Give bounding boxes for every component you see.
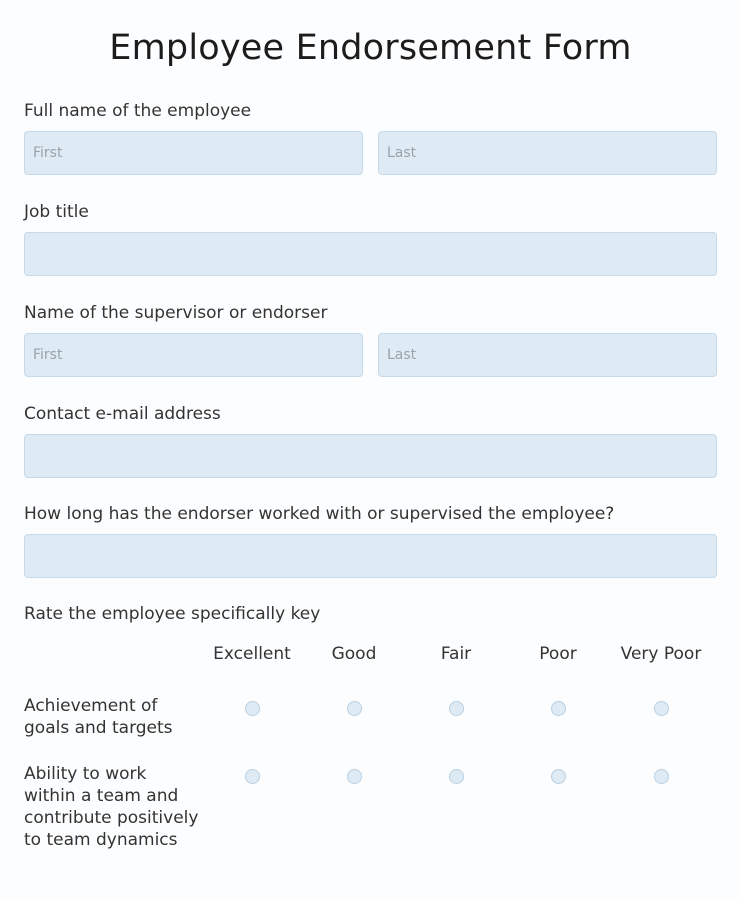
job-title-label: Job title: [24, 202, 89, 222]
radio-goals-good[interactable]: [347, 701, 362, 716]
radio-team-very-poor[interactable]: [654, 769, 669, 784]
column-poor: Poor: [539, 644, 577, 664]
radio-goals-poor[interactable]: [551, 701, 566, 716]
rating-row-label: Ability to work within a team and contribute positively to team dynamics: [24, 764, 199, 850]
contact-email-label: Contact e-mail address: [24, 404, 221, 424]
radio-goals-very-poor[interactable]: [654, 701, 669, 716]
employee-first-name-input[interactable]: [24, 131, 363, 175]
contact-email-input[interactable]: [24, 434, 717, 478]
radio-goals-excellent[interactable]: [245, 701, 260, 716]
duration-field: [24, 503, 717, 578]
employee-last-name-input[interactable]: [378, 131, 717, 175]
supervisor-last-name-input[interactable]: [378, 333, 717, 377]
form-title: Employee Endorsement Form: [109, 28, 632, 68]
column-fair: Fair: [440, 644, 472, 664]
employee-name-field: [24, 100, 717, 175]
employee-name-label: Full name of the employee: [24, 101, 252, 121]
duration-label: How long has the endorser worked with or supervised the employee?: [24, 504, 615, 524]
supervisor-name-label: Name of the supervisor or endorser: [24, 303, 328, 323]
radio-team-good[interactable]: [347, 769, 362, 784]
rating-header: [24, 644, 717, 666]
rating-row-label: Achievement of goals and targets: [24, 696, 173, 738]
employee-name-row: [24, 131, 717, 175]
supervisor-first-name-input[interactable]: [24, 333, 363, 377]
job-title-field: [24, 201, 717, 276]
job-title-input[interactable]: [24, 232, 717, 276]
supervisor-name-field: [24, 302, 717, 377]
radio-goals-fair[interactable]: [449, 701, 464, 716]
radio-team-excellent[interactable]: [245, 769, 260, 784]
rating-label: Rate the employee specifically key: [24, 604, 321, 624]
supervisor-name-row: [24, 333, 717, 377]
rating-row-teamwork: [24, 763, 717, 851]
column-very-poor: Very Poor: [620, 644, 702, 664]
radio-team-poor[interactable]: [551, 769, 566, 784]
rating-matrix: [24, 603, 717, 851]
column-good: Good: [331, 644, 377, 664]
radio-team-fair[interactable]: [449, 769, 464, 784]
rating-row-goals: [24, 695, 717, 763]
column-excellent: Excellent: [213, 644, 291, 664]
contact-email-field: [24, 403, 717, 478]
duration-input[interactable]: [24, 534, 717, 578]
